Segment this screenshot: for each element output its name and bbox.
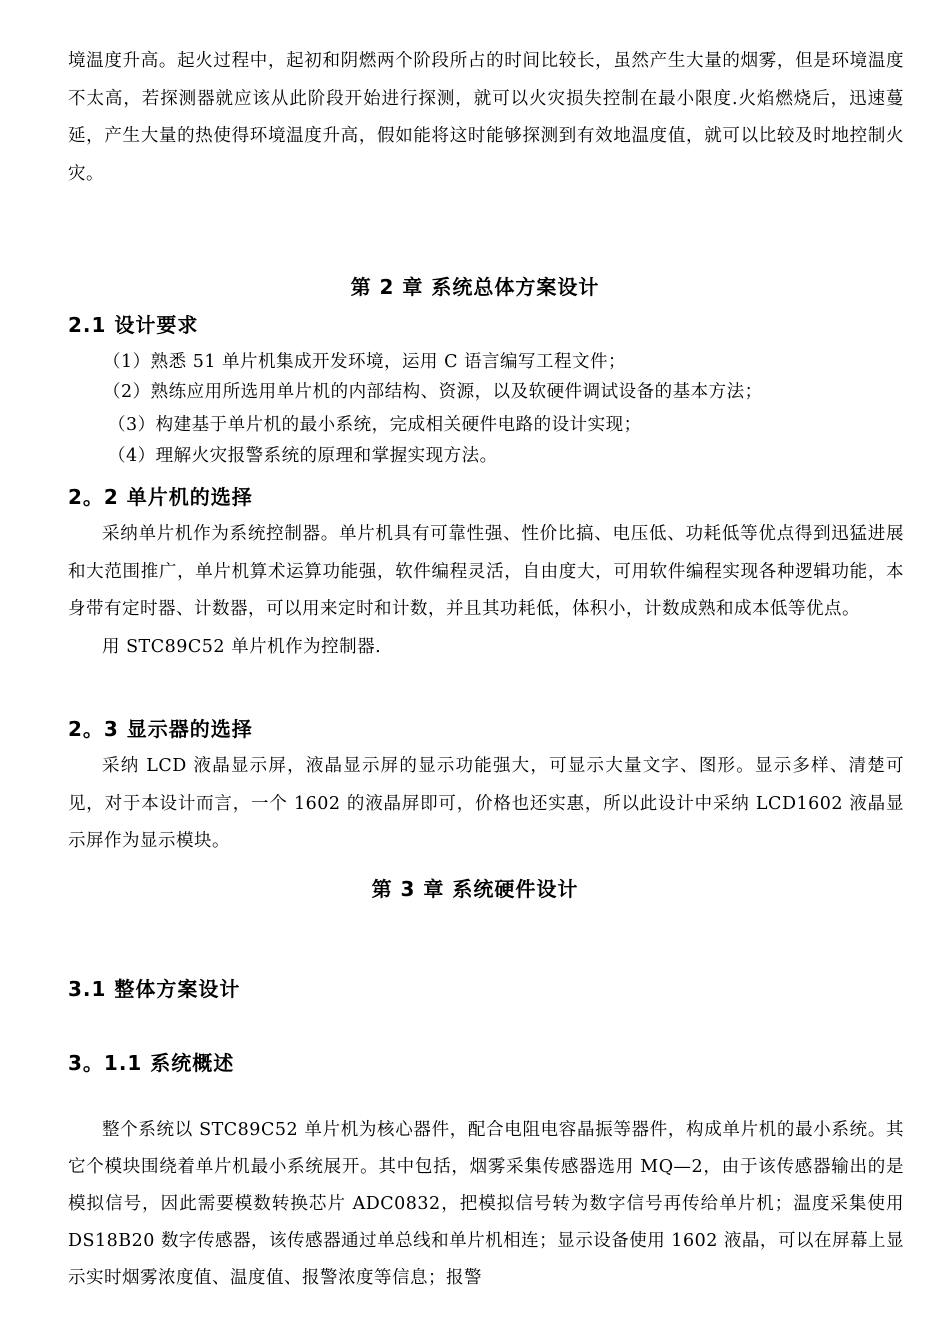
requirement-item-1: （1）熟悉 51 单片机集成开发环境，运用 C 语言编写工程文件； <box>103 352 627 372</box>
section-2-2-body <box>68 516 904 666</box>
section-3-1-heading: 3.1 整体方案设计 <box>68 977 241 1001</box>
requirement-item-4: （4）理解火灾报警系统的原理和掌握实现方法。 <box>108 446 498 466</box>
chapter-3-title: 第 3 章 系统硬件设计 <box>371 877 579 901</box>
section-2-3-body <box>68 748 904 861</box>
section-3-1-1-paragraph: 整个系统以 STC89C52 单片机为核心器件，配合电阻电容晶振等器件，构成单片机的最小系统。其它个模块围绕着单片机最小系统展开。其中包括，烟雾采集传感器选用 MQ—2，由于该传感器输出的是模拟信号，因此需要模数转换芯片 ADC0832，把模拟信号转为数字信号再传给单片机；温度采集使用 DS18B20 数字传感器，该传感器通过单总线和单片机相连；显示设备使用 1602 液晶，可以在屏幕上显示实时烟雾浓度值、温度值、报警浓度等信息；报警 <box>68 1120 904 1288</box>
section-2-2-paragraph-1: 采纳单片机作为系统控制器。单片机具有可靠性强、性价比搞、电压低、功耗低等优点得到迅猛进展和大范围推广，单片机算术运算功能强，软件编程灵活，自由度大，可用软件编程实现各种逻辑功能，本身带有定时器、计数器，可以用来定时和计数，并且其功耗低，体积小，计数成熟和成本低等优点。 <box>68 524 904 619</box>
section-2-1-heading: 2.1 设计要求 <box>68 313 199 337</box>
requirement-item-3: （3）构建基于单片机的最小系统，完成相关硬件电路的设计实现； <box>108 415 642 435</box>
section-3-1-1-heading: 3。1.1 系统概述 <box>68 1051 235 1075</box>
intro-paragraph: 境温度升高。起火过程中，起初和阴燃两个阶段所占的时间比较长，虽然产生大量的烟雾，但是环境温度不太高，若探测器就应该从此阶段开始进行探测，就可以火灾损失控制在最小限度.火焰燃烧后，迅速蔓延，产生大量的热使得环境温度升高，假如能将这时能够探测到有效地温度值，就可以比较及时地控制火灾。 <box>68 51 904 184</box>
section-2-3-paragraph: 采纳 LCD 液晶显示屏，液晶显示屏的显示功能强大，可显示大量文字、图形。显示多样、清楚可见，对于本设计而言，一个 1602 的液晶屏即可，价格也还实惠，所以此设计中采纳 LCD1602 液晶显示屏作为显示模块。 <box>68 756 904 851</box>
section-2-2-paragraph-2: 用 STC89C52 单片机作为控制器. <box>102 636 382 657</box>
chapter-2-title: 第 2 章 系统总体方案设计 <box>350 275 600 299</box>
intro-block <box>68 43 904 193</box>
section-3-1-1-body <box>68 1112 904 1297</box>
section-2-3-heading: 2。3 显示器的选择 <box>68 717 253 741</box>
section-2-2-heading: 2。2 单片机的选择 <box>68 485 253 509</box>
requirement-item-2: （2）熟练应用所选用单片机的内部结构、资源，以及软硬件调试设备的基本方法； <box>103 382 763 402</box>
